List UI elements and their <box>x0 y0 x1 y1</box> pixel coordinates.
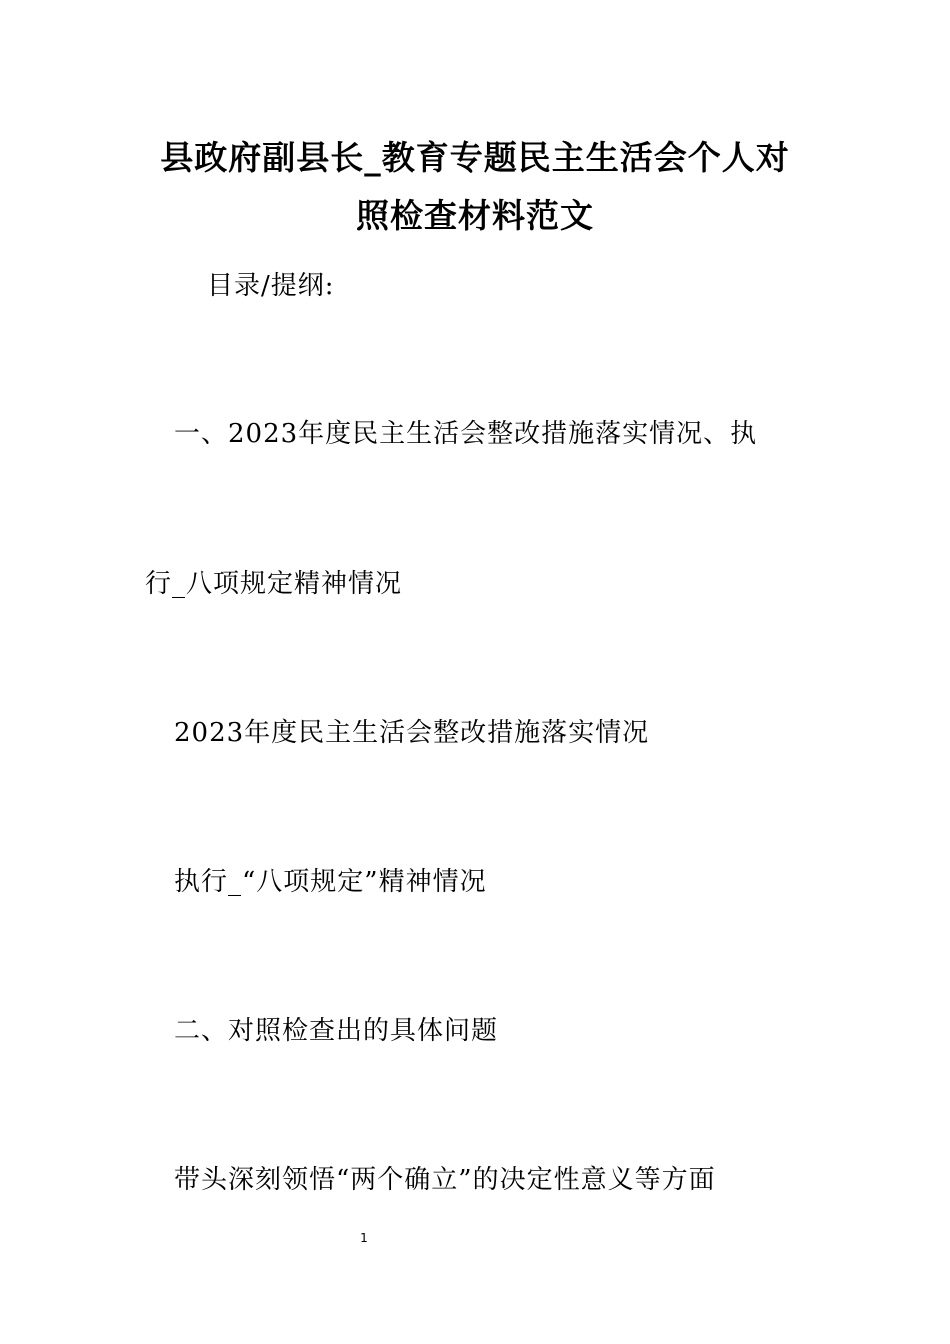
section-1-heading-line-2: 行_八项规定精神情况 <box>145 569 403 599</box>
document-title-line-1: 县政府副县长_教育专题民主生活会个人对 <box>160 138 790 177</box>
section-2-item-1: 带头深刻领悟“两个确立”的决定性意义等方面 <box>174 1165 716 1195</box>
toc-label: 目录/提纲: <box>207 271 335 301</box>
document-title-line-2: 照检查材料范文 <box>356 196 594 235</box>
section-1-item-2: 执行_“八项规定”精神情况 <box>174 867 487 897</box>
section-1-heading-line-1: 一、2023年度民主生活会整改措施落实情况、执 <box>174 419 758 449</box>
page-number: 1 <box>360 1231 368 1245</box>
section-1-item-1: 2023年度民主生活会整改措施落实情况 <box>174 718 650 748</box>
section-2-heading: 二、对照检查出的具体问题 <box>174 1016 499 1046</box>
